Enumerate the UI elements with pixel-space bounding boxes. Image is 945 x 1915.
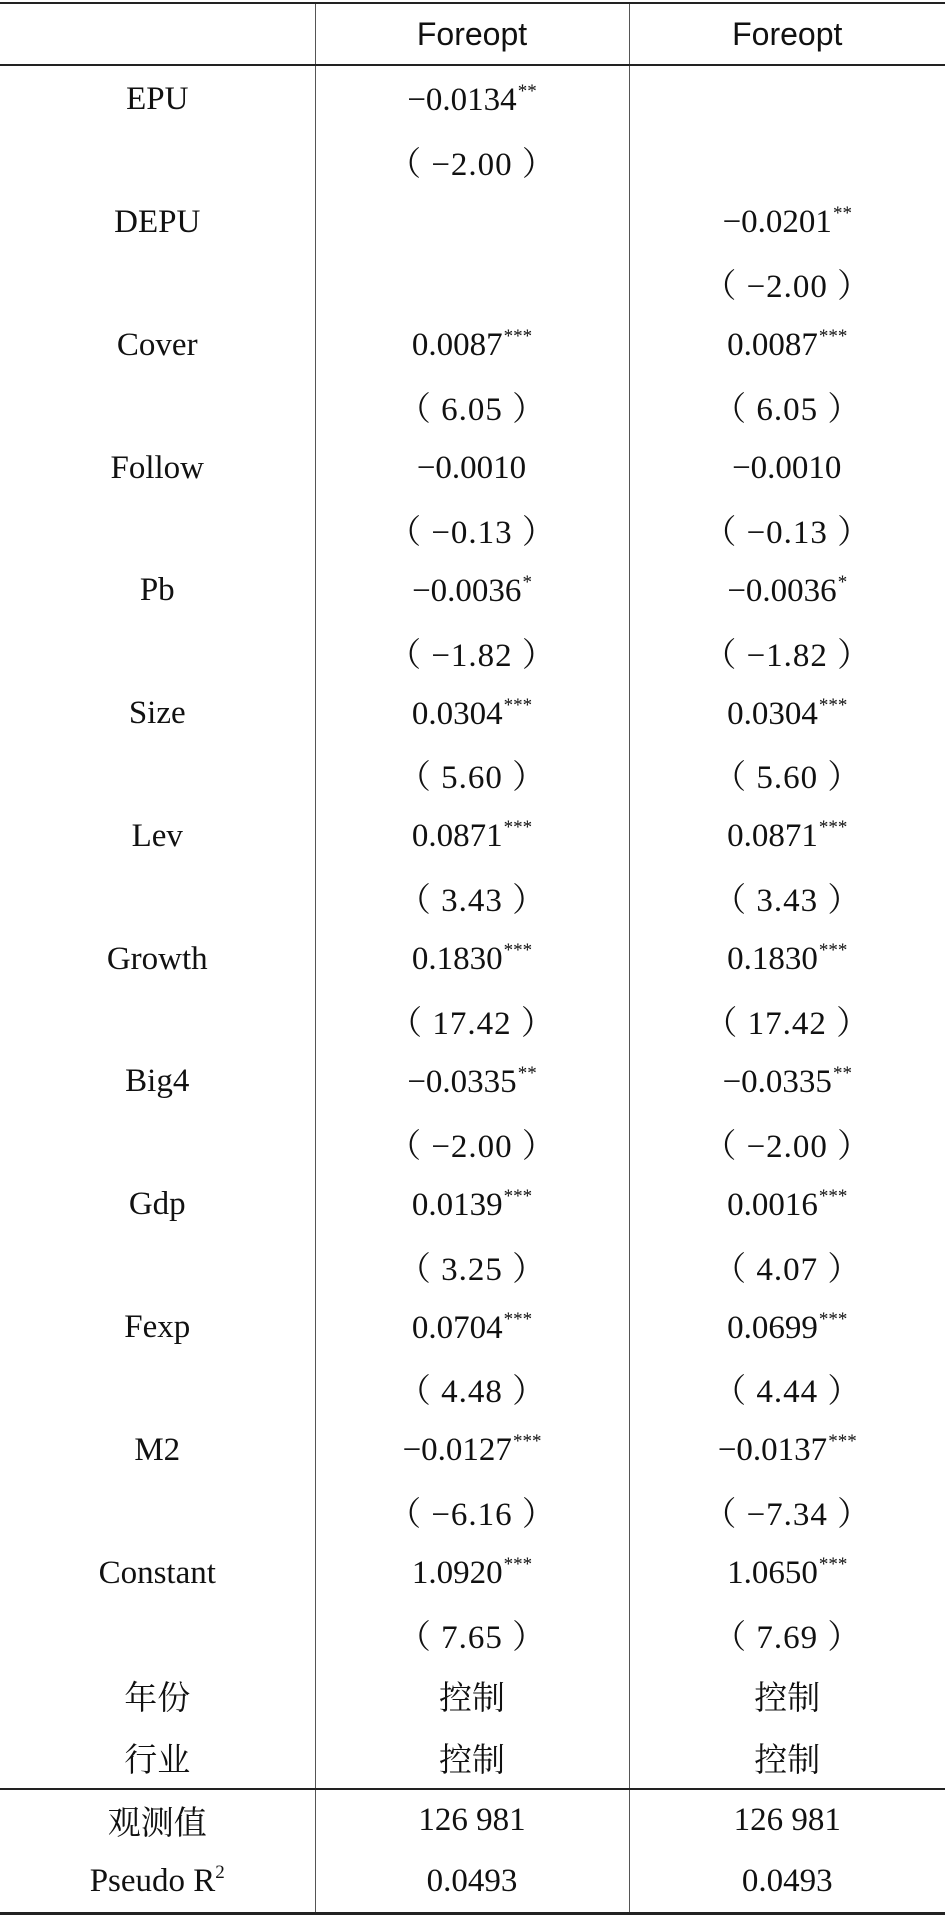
t-statistic-cell (315, 130, 629, 191)
coefficient-cell (315, 1051, 629, 1112)
significance-stars: ** (517, 80, 537, 102)
t-statistic-value: （ 4.44 ） (713, 1374, 862, 1411)
coefficient-cell (629, 437, 945, 498)
t-statistic-value: （ −1.82 ） (703, 637, 872, 674)
coefficient-cell (315, 928, 629, 989)
coefficient-cell (315, 1297, 629, 1358)
variable-name-spacer (0, 744, 315, 805)
table-row (0, 1113, 945, 1174)
significance-stars: ** (832, 203, 852, 225)
variable-name-spacer (0, 499, 315, 560)
significance-stars: *** (818, 940, 848, 962)
significance-stars: *** (818, 817, 848, 839)
observations-row (0, 1789, 945, 1851)
table-row (0, 1420, 945, 1481)
pseudo-r2-value: 0.0493 (629, 1851, 945, 1914)
table-row (0, 1051, 945, 1112)
significance-stars: *** (818, 1554, 848, 1576)
t-statistic-cell (629, 1235, 945, 1296)
t-statistic-cell (629, 1604, 945, 1665)
coefficient-value: −0.0010 (416, 450, 527, 487)
table-header (0, 3, 945, 65)
t-statistic-cell (315, 1481, 629, 1542)
coefficient-cell (315, 437, 629, 498)
t-statistic-cell (629, 990, 945, 1051)
variable-name: DEPU (114, 203, 201, 240)
variable-name: Fexp (124, 1309, 191, 1345)
significance-stars: *** (512, 1431, 542, 1453)
coefficient-cell (315, 1420, 629, 1481)
t-statistic-cell (629, 744, 945, 805)
variable-name: Constant (98, 1554, 216, 1591)
significance-stars: *** (828, 1431, 857, 1453)
t-statistic-cell (629, 867, 945, 928)
coefficient-cell (315, 806, 629, 867)
pseudo-r2-row (0, 1851, 945, 1914)
coefficient-cell (315, 1542, 629, 1603)
variable-name-spacer (0, 130, 315, 191)
table-row (0, 928, 945, 989)
table-row (0, 376, 945, 437)
table-row (0, 65, 945, 130)
coefficient-value: 1.0920 (411, 1555, 503, 1592)
t-statistic-value: （ 3.43 ） (713, 883, 862, 920)
pseudo-r2-label (0, 1851, 315, 1914)
header-row (0, 3, 945, 65)
coefficient-value: 1.0650 (727, 1555, 818, 1592)
t-statistic-value: （ 17.42 ） (704, 1006, 871, 1043)
table-row (0, 1358, 945, 1419)
control-label: 行业 (124, 1739, 191, 1779)
coefficient-cell (315, 560, 629, 621)
t-statistic-cell (315, 744, 629, 805)
table-row (0, 683, 945, 744)
table-body (0, 65, 945, 1913)
coefficient-cell (315, 315, 629, 376)
t-statistic-value: （ −2.00 ） (388, 146, 556, 183)
variable-name: Big4 (125, 1063, 190, 1100)
table-row (0, 1604, 945, 1665)
table-row (0, 315, 945, 376)
t-statistic-value: （ 17.42 ） (389, 1006, 555, 1043)
t-statistic-cell (629, 130, 945, 191)
t-statistic-cell (315, 1358, 629, 1419)
coefficient-value: −0.0134 (407, 81, 517, 118)
control-row (0, 1727, 945, 1789)
coefficient-value: 0.0871 (727, 818, 818, 855)
t-statistic-value: （ 6.05 ） (397, 392, 547, 429)
coefficient-cell (629, 1420, 945, 1481)
variable-name: Size (128, 695, 186, 732)
variable-name: Growth (106, 940, 208, 977)
significance-stars: *** (503, 940, 533, 962)
t-statistic-cell (315, 867, 629, 928)
variable-name-spacer (0, 376, 315, 437)
coefficient-value: 0.0139 (411, 1186, 503, 1223)
coefficient-value: −0.0137 (717, 1432, 828, 1469)
significance-stars: *** (503, 1308, 533, 1330)
coefficient-value: 0.0087 (727, 327, 818, 364)
coefficient-cell (629, 1542, 945, 1603)
t-statistic-value: （ −7.34 ） (703, 1497, 872, 1534)
header-model-2: Foreopt (629, 3, 945, 65)
significance-stars: *** (818, 326, 848, 348)
coefficient-value: 0.0704 (411, 1309, 503, 1346)
table-row (0, 622, 945, 683)
pseudo-r2-label-text: Pseudo R (89, 1863, 216, 1900)
variable-name-spacer (0, 1113, 315, 1174)
table-row (0, 1481, 945, 1542)
header-variable-cell (0, 3, 315, 65)
significance-stars: ** (832, 1062, 852, 1084)
significance-stars: *** (503, 326, 533, 348)
table-row (0, 1174, 945, 1235)
t-statistic-cell (315, 1113, 629, 1174)
t-statistic-value: （ 3.43 ） (397, 883, 547, 920)
coefficient-value: 0.0016 (727, 1186, 818, 1223)
observations-value: 126 981 (629, 1789, 945, 1851)
variable-name-spacer (0, 253, 315, 314)
t-statistic-value: （ 7.69 ） (713, 1619, 862, 1656)
coefficient-value: 0.0871 (411, 818, 503, 855)
coefficient-cell (629, 683, 945, 744)
t-statistic-value: （ −2.00 ） (388, 1128, 556, 1165)
coefficient-cell (629, 1051, 945, 1112)
t-statistic-cell (315, 1235, 629, 1296)
t-statistic-value: （ 5.60 ） (397, 760, 547, 797)
variable-name: Pb (139, 572, 175, 609)
t-statistic-cell (629, 499, 945, 560)
coefficient-cell (629, 560, 945, 621)
table-row (0, 990, 945, 1051)
coefficient-cell (315, 65, 629, 130)
coefficient-value: −0.0335 (407, 1063, 517, 1100)
t-statistic-value: （ 4.07 ） (713, 1251, 862, 1288)
variable-name: Cover (116, 326, 198, 363)
significance-stars: *** (818, 1185, 848, 1207)
t-statistic-cell (629, 1481, 945, 1542)
t-statistic-value: （ −2.00 ） (703, 269, 872, 306)
pseudo-r2-value: 0.0493 (315, 1851, 629, 1914)
table-row (0, 867, 945, 928)
t-statistic-value: （ 6.05 ） (713, 392, 862, 429)
t-statistic-value: （ 3.25 ） (397, 1251, 547, 1288)
table-row (0, 806, 945, 867)
t-statistic-cell (629, 1113, 945, 1174)
variable-name-spacer (0, 990, 315, 1051)
coefficient-cell (315, 1174, 629, 1235)
t-statistic-cell (629, 376, 945, 437)
observations-value: 126 981 (315, 1789, 629, 1851)
variable-name: Lev (131, 817, 183, 854)
coefficient-value: −0.0335 (722, 1063, 832, 1100)
coefficient-value: −0.0201 (722, 204, 832, 241)
coefficient-value: 0.0087 (411, 327, 503, 364)
coefficient-cell (629, 192, 945, 253)
t-statistic-value: （ −1.82 ） (388, 637, 556, 674)
t-statistic-cell (315, 499, 629, 560)
coefficient-value: −0.0010 (732, 450, 842, 487)
table-row (0, 499, 945, 560)
coefficient-cell (629, 315, 945, 376)
t-statistic-value: （ −0.13 ） (703, 514, 872, 551)
coefficient-cell (315, 192, 629, 253)
coefficient-cell (629, 806, 945, 867)
t-statistic-value: （ 7.65 ） (397, 1619, 547, 1656)
t-statistic-cell (629, 253, 945, 314)
coefficient-value: −0.0036 (412, 572, 522, 609)
coefficient-cell (629, 928, 945, 989)
table-row (0, 744, 945, 805)
t-statistic-cell (315, 376, 629, 437)
variable-name: EPU (126, 81, 189, 118)
coefficient-value: 0.0304 (411, 695, 503, 732)
t-statistic-value: （ 4.48 ） (397, 1374, 547, 1411)
significance-stars: *** (818, 1308, 848, 1330)
variable-name-spacer (0, 1235, 315, 1296)
significance-stars: *** (503, 694, 533, 716)
table-row (0, 1235, 945, 1296)
variable-name-spacer (0, 1481, 315, 1542)
variable-name-spacer (0, 1604, 315, 1665)
significance-stars: *** (503, 817, 533, 839)
t-statistic-cell (315, 1604, 629, 1665)
table-row (0, 1297, 945, 1358)
variable-name-spacer (0, 1358, 315, 1419)
coefficient-value: 0.0699 (727, 1309, 818, 1346)
significance-stars: *** (818, 694, 848, 716)
t-statistic-cell (315, 990, 629, 1051)
coefficient-value: 0.1830 (411, 941, 503, 978)
variable-name-spacer (0, 867, 315, 928)
table-row (0, 253, 945, 314)
control-row (0, 1665, 945, 1726)
control-value: 控制 (754, 1678, 821, 1718)
t-statistic-cell (629, 622, 945, 683)
coefficient-cell (629, 1174, 945, 1235)
t-statistic-value: （ −2.00 ） (703, 1128, 872, 1165)
significance-stars: ** (517, 1062, 537, 1084)
regression-table (0, 2, 945, 1915)
table-row (0, 130, 945, 191)
coefficient-cell (629, 1297, 945, 1358)
t-statistic-cell (629, 1358, 945, 1419)
table-row (0, 1542, 945, 1603)
table-row (0, 192, 945, 253)
significance-stars: *** (503, 1554, 533, 1576)
table-row (0, 437, 945, 498)
t-statistic-cell (315, 253, 629, 314)
variable-name: Follow (110, 449, 205, 486)
control-value: 控制 (315, 1727, 629, 1789)
coefficient-cell (629, 65, 945, 130)
coefficient-value: 0.0304 (727, 695, 818, 732)
table-row (0, 560, 945, 621)
t-statistic-value: （ 5.60 ） (713, 760, 862, 797)
t-statistic-value: （ −0.13 ） (388, 514, 556, 551)
significance-stars: * (522, 571, 532, 593)
coefficient-cell (315, 683, 629, 744)
observations-label: 观测值 (0, 1789, 315, 1851)
coefficient-value: −0.0036 (727, 572, 837, 609)
significance-stars: *** (503, 1185, 533, 1207)
coefficient-value: −0.0127 (402, 1432, 512, 1469)
control-label: 年份 (124, 1678, 191, 1718)
variable-name-spacer (0, 622, 315, 683)
control-value: 控制 (315, 1665, 629, 1726)
pseudo-r2-superscript: 2 (215, 1862, 225, 1884)
t-statistic-value: （ −6.16 ） (388, 1497, 556, 1534)
variable-name: M2 (134, 1431, 181, 1468)
control-value: 控制 (754, 1739, 821, 1779)
variable-name: Gdp (128, 1186, 186, 1223)
coefficient-value: 0.1830 (727, 941, 818, 978)
significance-stars: * (837, 571, 848, 593)
header-model-1: Foreopt (315, 3, 629, 65)
t-statistic-cell (315, 622, 629, 683)
